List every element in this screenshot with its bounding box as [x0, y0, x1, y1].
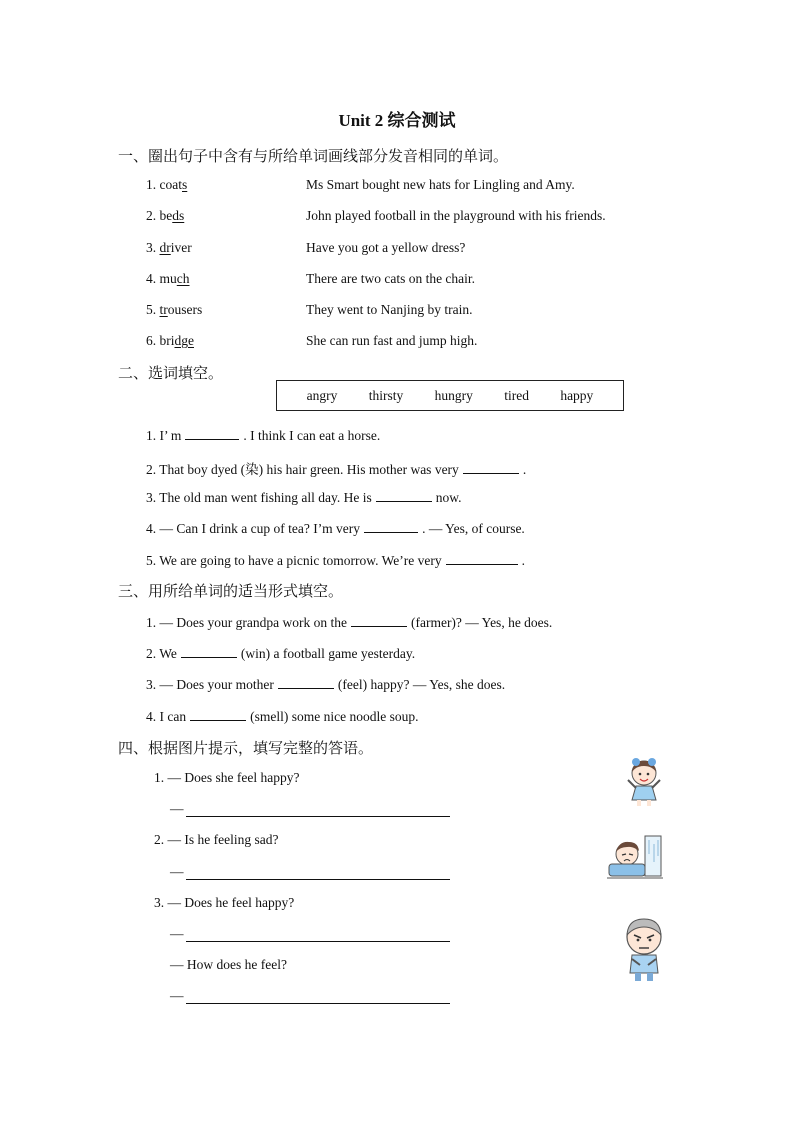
angry-boy-image	[620, 915, 668, 983]
s3-question: 3. — Does your mother (feel) happy? — Yes, she does.	[146, 677, 506, 692]
fill-blank[interactable]	[185, 427, 239, 440]
answer-line[interactable]	[186, 879, 450, 880]
word-bank-item: thirsty	[368, 387, 404, 403]
fill-blank[interactable]	[376, 489, 432, 502]
s3-question: 2. We (win) a football game yesterday.	[146, 646, 416, 661]
s1-sentence: John played football in the playground with his friends.	[306, 208, 606, 223]
s2-question: 1. I’ m . I think I can eat a horse.	[146, 428, 381, 443]
s4-question: 1. — Does she feel happy?	[154, 770, 300, 785]
answer-line[interactable]	[186, 1003, 450, 1004]
s3-question: 4. I can (smell) some nice noodle soup.	[146, 709, 419, 724]
s3-question: 1. — Does your grandpa work on the (farmer)? — Yes, he does.	[146, 615, 553, 630]
s1-word: 3. driver	[146, 240, 192, 255]
section2-heading: 二、选词填空。	[118, 364, 224, 382]
fill-blank[interactable]	[446, 552, 518, 565]
fill-blank[interactable]	[190, 708, 246, 721]
fill-blank[interactable]	[181, 645, 237, 658]
word-bank-item: happy	[560, 387, 594, 403]
s4-question: — How does he feel?	[170, 957, 287, 972]
answer-dash: —	[170, 926, 184, 941]
word-bank-item: tired	[504, 387, 529, 403]
s1-sentence: They went to Nanjing by train.	[306, 302, 473, 317]
s4-question: 2. — Is he feeling sad?	[154, 832, 279, 847]
fill-blank[interactable]	[278, 676, 334, 689]
s1-word: 2. beds	[146, 208, 185, 223]
answer-dash: —	[170, 864, 184, 879]
section4-heading: 四、根据图片提示，填写完整的答语。	[118, 739, 374, 757]
word-bank-item: hungry	[434, 387, 473, 403]
s1-word: 5. trousers	[146, 302, 203, 317]
s1-sentence: Ms Smart bought new hats for Lingling and Amy.	[306, 177, 575, 192]
word-bank-box	[276, 380, 624, 411]
s1-sentence: She can run fast and jump high.	[306, 333, 478, 348]
s2-question: 2. That boy dyed (染) his hair green. His mother was very .	[146, 462, 527, 477]
s2-question: 4. — Can I drink a cup of tea? I’m very . — Yes, of course.	[146, 521, 525, 536]
s1-word: 6. bridge	[146, 333, 194, 348]
s2-question: 5. We are going to have a picnic tomorrow. We’re very .	[146, 553, 525, 568]
s2-question: 3. The old man went fishing all day. He is now.	[146, 490, 462, 505]
answer-dash: —	[170, 801, 184, 816]
fill-blank[interactable]	[351, 614, 407, 627]
page-title: Unit 2 综合测试	[338, 111, 456, 130]
fill-blank[interactable]	[463, 461, 519, 474]
section1-heading: 一、圈出句子中含有与所给单词画线部分发音相同的单词。	[118, 147, 509, 165]
s1-word: 4. much	[146, 271, 190, 286]
happy-girl-image	[622, 756, 666, 808]
s4-question: 3. — Does he feel happy?	[154, 895, 295, 910]
fill-blank[interactable]	[364, 520, 418, 533]
answer-line[interactable]	[186, 941, 450, 942]
s1-sentence: Have you got a yellow dress?	[306, 240, 466, 255]
answer-line[interactable]	[186, 816, 450, 817]
word-bank-item: angry	[306, 387, 338, 403]
s1-word: 1. coats	[146, 177, 188, 192]
answer-dash: —	[170, 988, 184, 1003]
s1-sentence: There are two cats on the chair.	[306, 271, 476, 286]
sad-boy-image	[607, 834, 663, 880]
section3-heading: 三、用所给单词的适当形式填空。	[118, 582, 344, 600]
